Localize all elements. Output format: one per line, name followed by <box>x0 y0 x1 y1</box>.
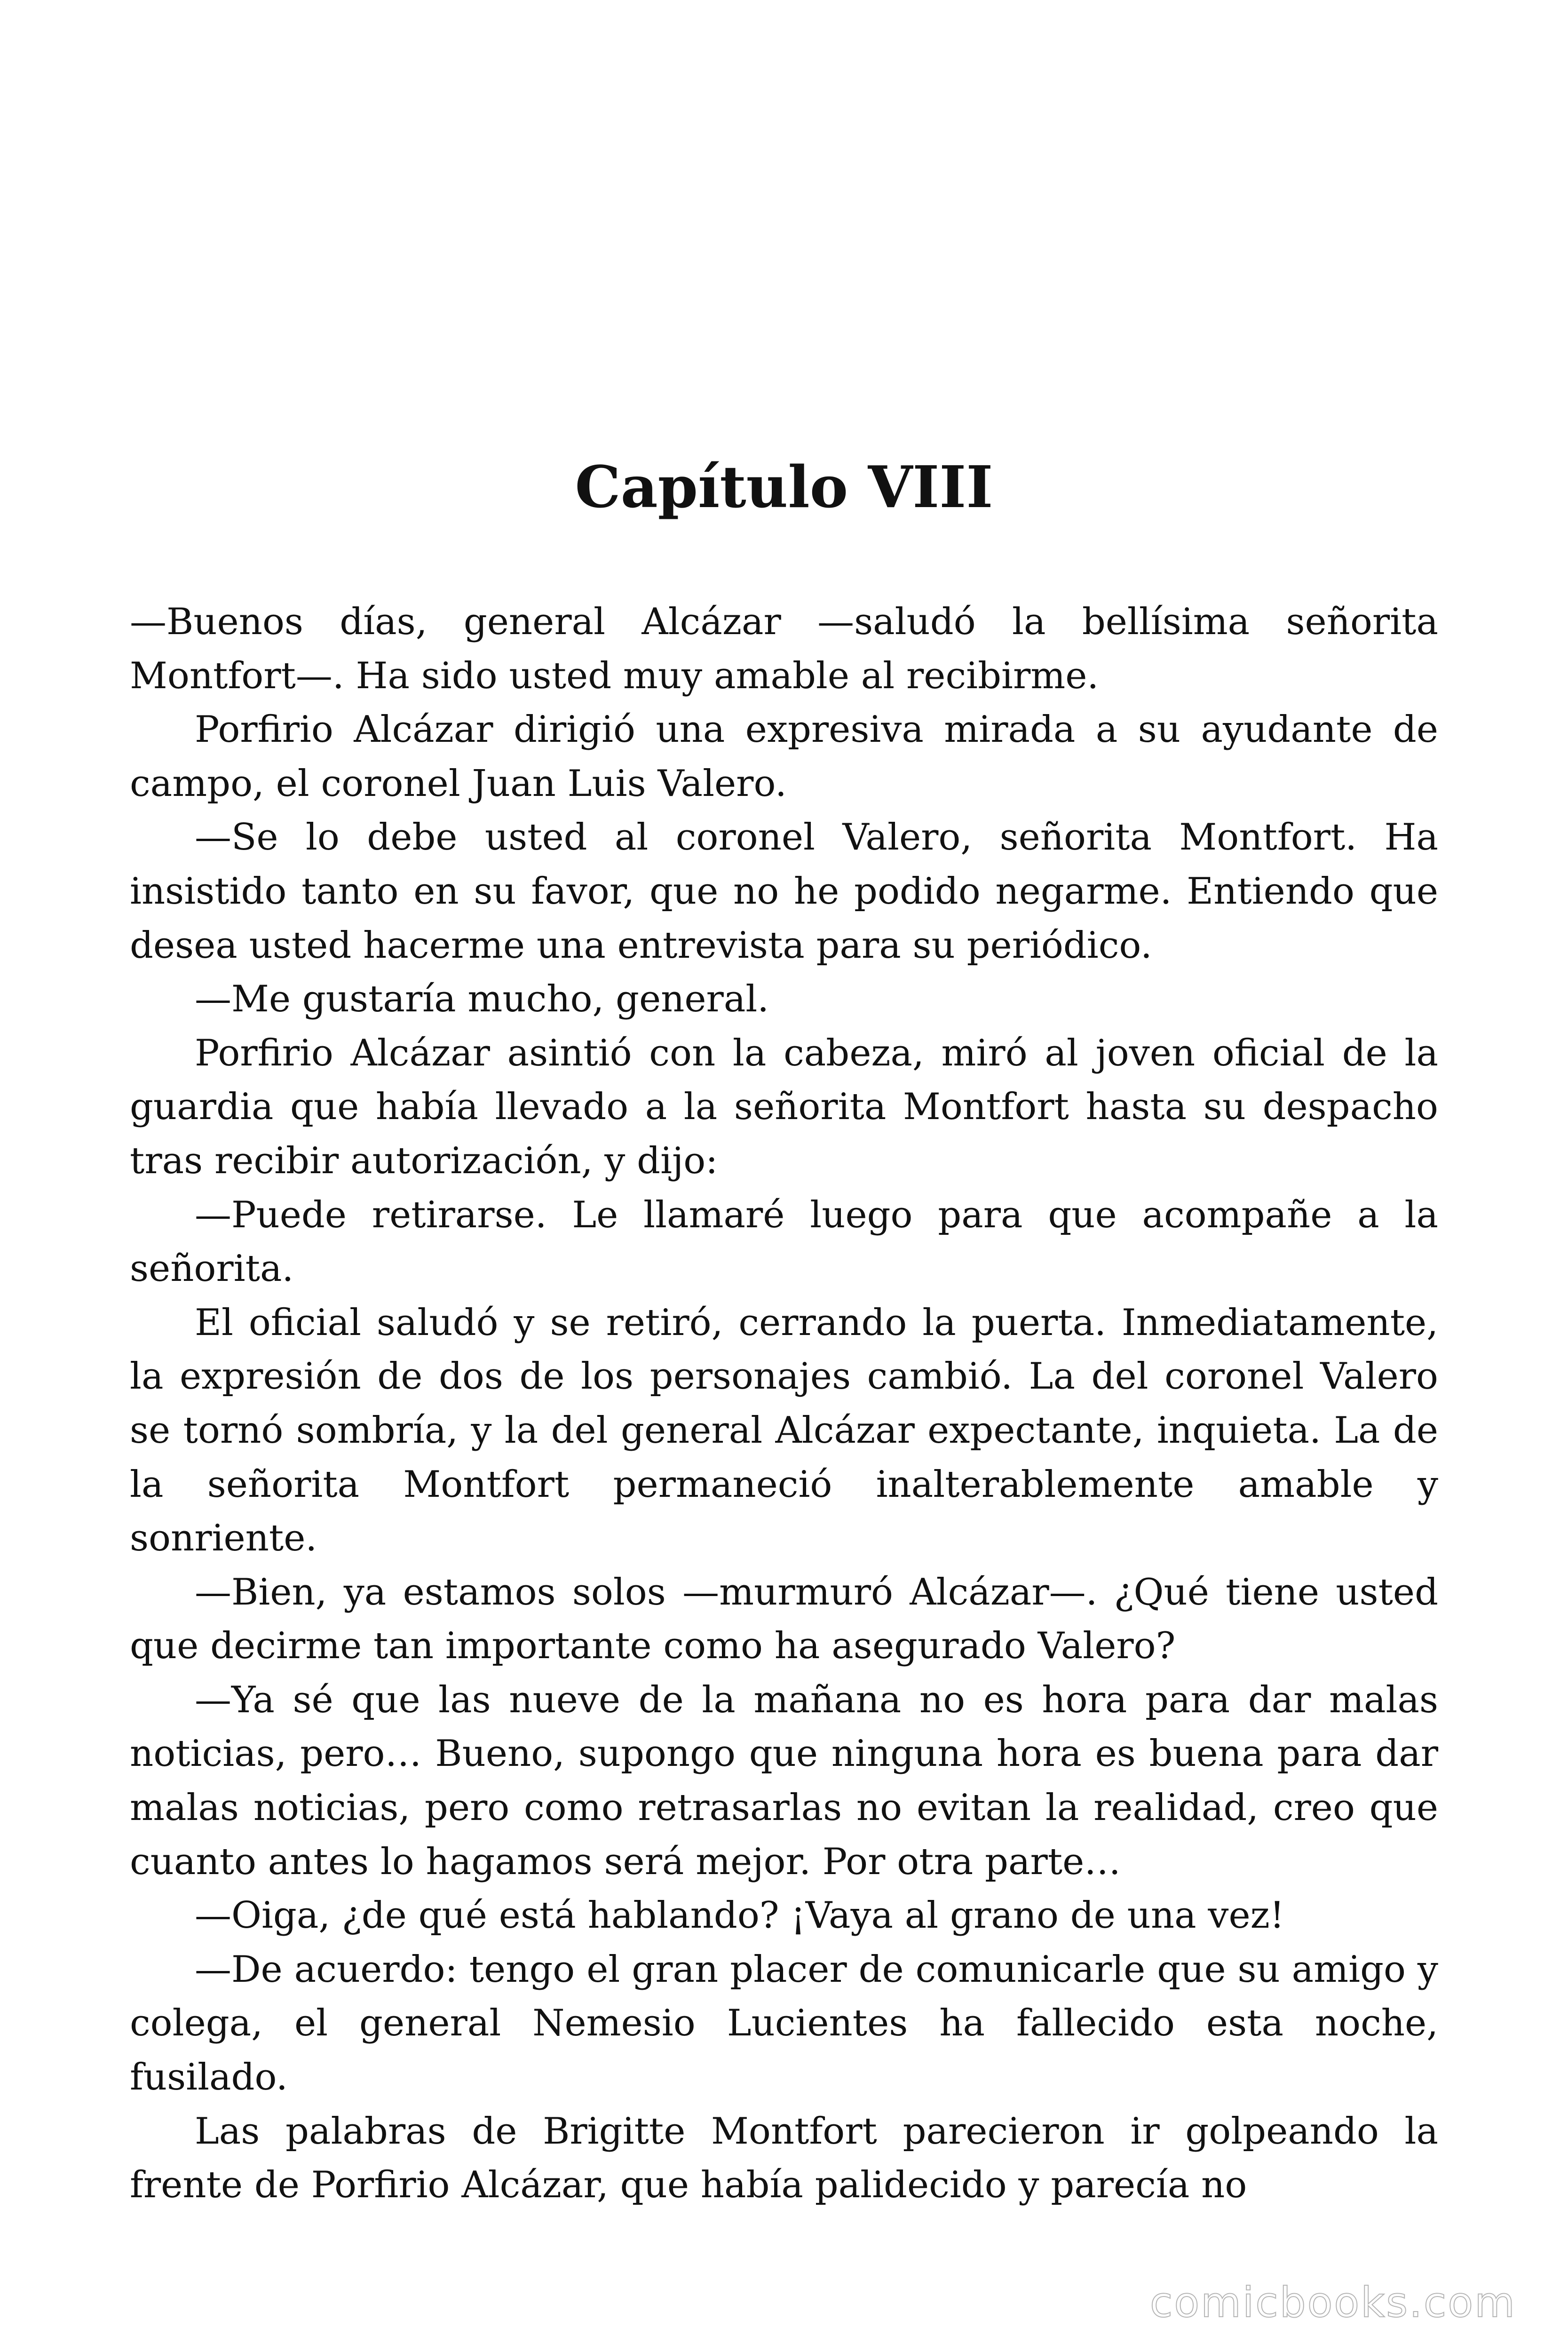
paragraph: Porfirio Alcázar dirigió una expresiva mirada a su ayudante de campo, el coronel Juan Luis Valero. <box>130 708 1438 805</box>
watermark: comicbooks.com <box>1149 2278 1516 2327</box>
paragraph: El oficial saludó y se retiró, cerrando la puerta. Inmediatamente, la expresión de dos de los personajes cambió. La del coronel Valero se tornó sombría, y la del general Alcázar expectante, inquieta. La de la señorita Montfort permaneció inalterablemente amable y sonriente. <box>130 1301 1438 1560</box>
paragraph: —Ya sé que las nueve de la mañana no es hora para dar malas noticias, pero… Bueno, supongo que ninguna hora es buena para dar malas noticias, pero como retrasarlas no evitan la realidad, creo que cuanto antes lo hagamos será mejor. Por otra parte… <box>130 1678 1438 1883</box>
paragraph: —De acuerdo: tengo el gran placer de comunicarle que su amigo y colega, el general Nemesio Lucientes ha fallecido esta noche, fusilado. <box>130 1948 1438 2099</box>
paragraph: —Buenos días, general Alcázar —saludó la bellísima señorita Montfort—. Ha sido usted muy amable al recibirme. <box>130 601 1438 697</box>
paragraph: Porfirio Alcázar asintió con la cabeza, miró al joven oficial de la guardia que había llevado a la señorita Montfort hasta su despacho tras recibir autorización, y dijo: <box>130 1032 1438 1182</box>
paragraph: —Puede retirarse. Le llamaré luego para que acompañe a la señorita. <box>130 1193 1438 1290</box>
paragraph: Las palabras de Brigitte Montfort parecieron ir golpeando la frente de Porfirio Alcázar, que había palidecido y parecía no <box>130 2110 1438 2207</box>
body-text <box>130 595 1438 2212</box>
paragraph: —Bien, ya estamos solos —murmuró Alcázar—. ¿Qué tiene usted que decirme tan importante como ha asegurado Valero? <box>130 1571 1438 1668</box>
paragraph: —Oiga, ¿de qué está hablando? ¡Vaya al grano de una vez! <box>195 1894 1285 1937</box>
paragraph: —Me gustaría mucho, general. <box>195 978 769 1021</box>
chapter-title: Capítulo VIII <box>575 453 993 521</box>
paragraph: —Se lo debe usted al coronel Valero, señorita Montfort. Ha insistido tanto en su favor, que no he podido negarme. Entiendo que desea usted hacerme una entrevista para su periódico. <box>130 816 1438 967</box>
